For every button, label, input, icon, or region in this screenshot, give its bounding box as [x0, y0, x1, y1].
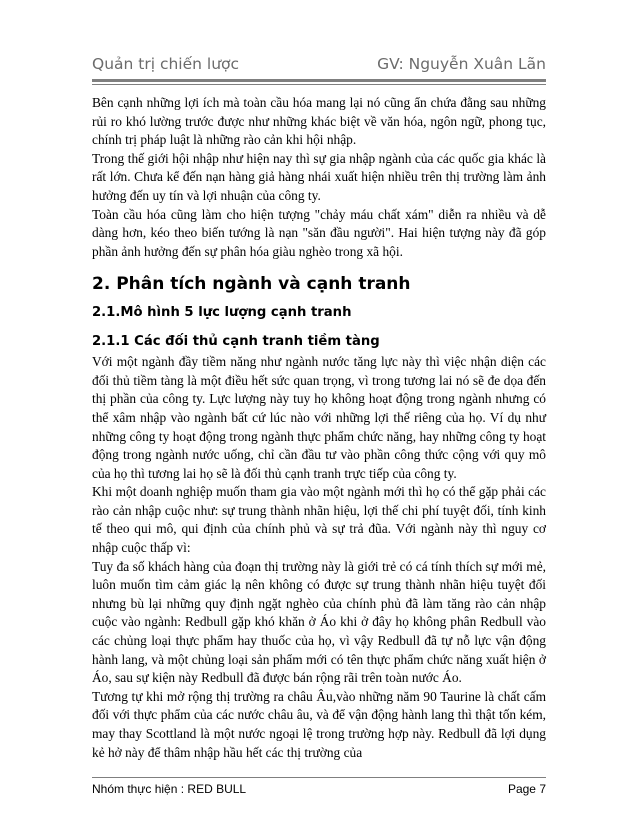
header-course-title: Quản trị chiến lược — [92, 55, 240, 73]
page-header — [92, 48, 546, 82]
intro-paragraph-1: Bên cạnh những lợi ích mà toàn cầu hóa mang lại nó cũng ẩn chứa đằng sau những rủi ro khó lường trước được như những khác biệt về văn hóa, ngôn ngữ, phong tục, chính trị pháp luật là những rào cản khi hội nhập. — [92, 95, 546, 148]
section-heading-2-1-1: 2.1.1 Các đối thủ cạnh tranh tiềm tàng — [92, 333, 380, 349]
section-paragraph-4: Tương tự khi mở rộng thị trường ra châu Âu,vào những năm 90 Taurine là chất cấm đối với thực phẩm của các nước châu âu, và để vận động hành lang thì thật tốn kém, may thay Scottland là một nước ngoại lệ trong trường hợp này. Redbull đã lợi dụng kẻ hở này để thâm nhập hầu hết các thị trường của — [92, 688, 546, 760]
section-heading-2: 2. Phân tích ngành và cạnh tranh — [92, 274, 411, 295]
intro-paragraph-2: Trong thế giới hội nhập như hiện nay thì sự gia nhập ngành của các quốc gia khác là rất lớn. Chưa kể đến nạn hàng giả hàng nhái xuất hiện nhiều trên thị trường làm ảnh hưởng đến uy tín và lợi nhuận của công ty. — [92, 150, 546, 203]
page-footer — [92, 777, 546, 801]
section-paragraph-3: Tuy đa số khách hàng của đoạn thị trường này là giới trẻ có cá tính thích sự mới mẻ, luôn muốn tìm cảm giác lạ nên không có được sự trung thành nhãn hiệu tuyệt đối nhưng bù lại những quy định ngặt nghèo của chính phủ đã làm tăng rào cản nhập cuộc vào ngành: Redbull gặp khó khăn ở Áo khi ở đây họ không phân Redbull vào các chủng loại thực phẩm hay thuốc của họ, vì vậy Redbull đã tự nỗ lực vận động hành lang, và một chủng loại sản phẩm mới có tên thực phẩm chức năng xuất hiện ở Áo, sau sự kiện này Redbull đã được bán rộng rãi trên toàn nước Áo. — [92, 558, 546, 686]
header-instructor: GV: Nguyễn Xuân Lãn — [377, 55, 546, 73]
footer-group: Nhóm thực hiện : RED BULL — [92, 782, 247, 796]
section-paragraph-2: Khi một doanh nghiệp muốn tham gia vào một ngành mới thì họ có thể gặp phải các rào cản nhập cuộc như: sự trung thành nhãn hiệu, lợi thế chi phí tuyệt đối, tính kinh tế theo qui mô, qui định của chính phủ và sự trả đũa. Với ngành này thì nguy cơ nhập cuộc thấp vì: — [92, 484, 546, 556]
intro-paragraph-3: Toàn cầu hóa cũng làm cho hiện tượng "chảy máu chất xám" diễn ra nhiều và dễ dàng hơn, kéo theo biến tướng là nạn "săn đầu người". Hai hiện tượng này đã góp phần ảnh hưởng đến sự phân hóa giàu nghèo trong xã hội. — [92, 206, 546, 259]
section-paragraph-1: Với một ngành đầy tiềm năng như ngành nước tăng lực này thì việc nhận diện các đối thủ tiềm tàng là một điều hết sức quan trọng, vì trong tương lai nó sẽ đe dọa đến thị phần của công ty. Lực lượng này tuy họ không hoạt động trong ngành nhưng có thể xâm nhập vào ngành bất cứ lúc nào với những lợi thế riêng của họ. Ví dụ như những công ty hoạt động trong ngành thực phẩm chức năng, hay những công ty hoạt động trong ngành nước uống, chỉ cần đầu tư vào phần công thức cộng với quy mô của họ thì tương lai họ sẽ là đối thủ cạnh tranh trực tiếp của công ty. — [92, 354, 546, 481]
footer-page-number: Page 7 — [507, 782, 546, 796]
page-body — [92, 94, 546, 762]
section-heading-2-1: 2.1.Mô hình 5 lực lượng cạnh tranh — [92, 304, 352, 320]
